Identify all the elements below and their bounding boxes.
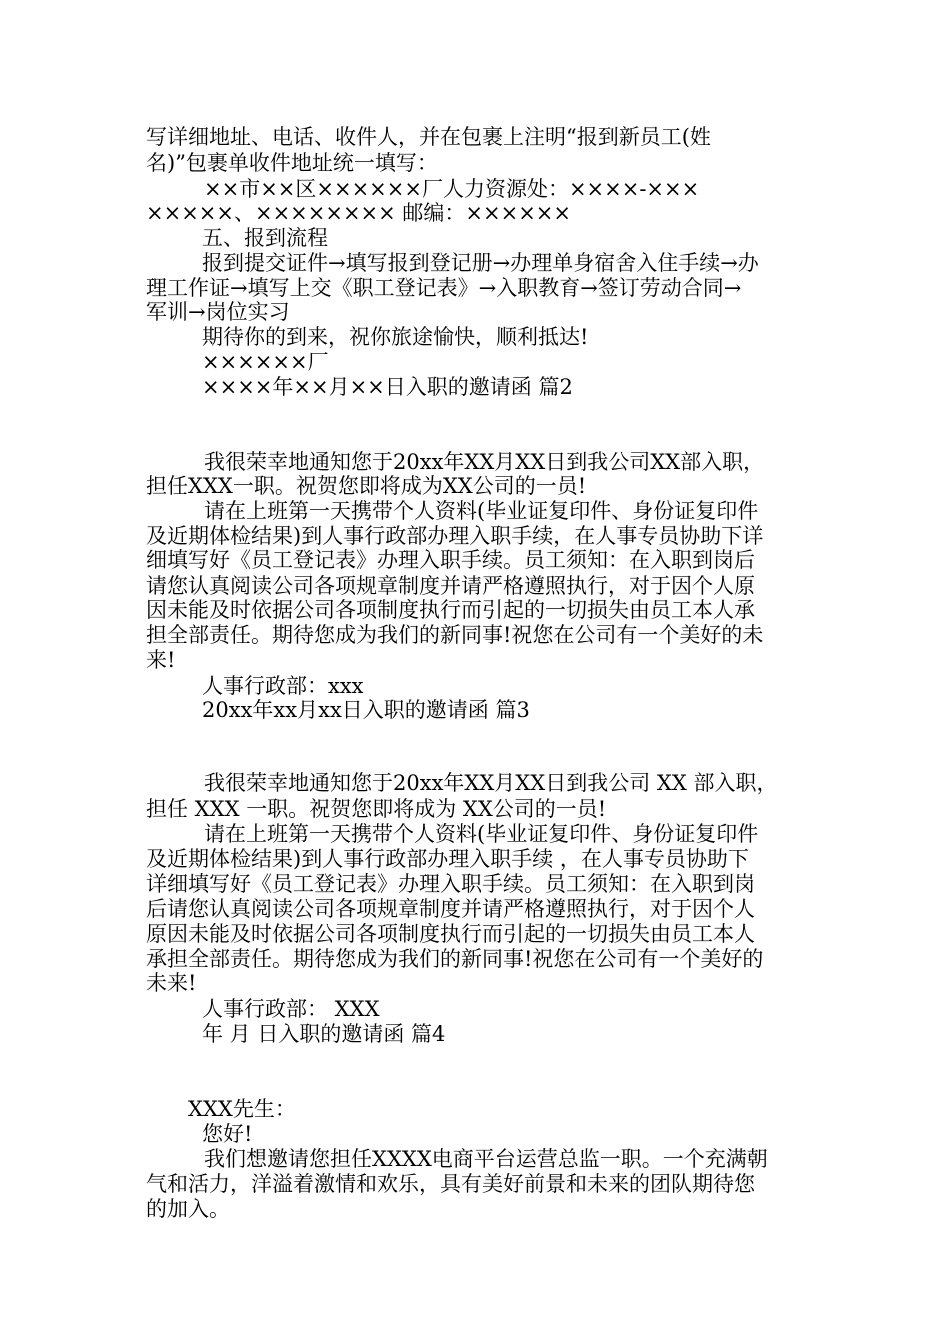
text-line: 的加入。 [146,1197,230,1221]
text-line: 原因未能及时依据公司各项制度执行而引起的一切损失由员工本人 [146,922,755,946]
text-line: 因未能及时依据公司各项制度执行而引起的一切损失由员工本人承 [146,598,755,622]
text-line: 名)”包裹单收件地址统一填写： [146,151,438,175]
date-and-title-line: 20xx年xx月xx日入职的邀请函 篇3 [202,698,530,722]
text-line: 担任 XXX 一职。祝贺您即将成为 XX公司的一员! [146,797,607,821]
greeting: 您好! [202,1122,253,1146]
text-line: 来! [146,648,176,672]
text-line: 详细填写好《员工登记表》办理入职手续。员工须知：在入职到岗 [146,872,755,896]
text-line: ×××××、×××××××× 邮编：×××××× [146,201,571,225]
text-line: 期待你的到来，祝你旅途愉快，顺利抵达! [202,325,589,349]
signature-line: 人事行政部： XXX [202,997,380,1021]
salutation: XXX先生： [188,1097,296,1121]
date-and-title-line: ××××年××月××日入职的邀请函 篇2 [202,375,573,399]
text-line: 请您认真阅读公司各项规章制度并请严格遵照执行，对于因个人原 [146,574,755,598]
date-and-title-line: 年 月 日入职的邀请函 篇4 [202,1022,446,1046]
text-line: 细填写好《员工登记表》办理入职手续。员工须知：在入职到岗后 [146,548,755,572]
signature-line: 人事行政部：xxx [202,674,364,698]
text-line: ××市××区××××××厂人力资源处：××××-××× [204,177,700,201]
text-line: 军训→岗位实习 [146,300,290,324]
text-line: 我们想邀请您担任XXXX电商平台运营总监一职。一个充满朝 [204,1147,768,1171]
signature-line: ××××××厂 [202,350,329,374]
text-line: 及近期体检结果)到人事行政部办理入职手续 ，在人事专员协助下 [146,847,749,871]
text-line: 请在上班第一天携带个人资料(毕业证复印件、身份证复印件 [204,499,759,523]
text-line: 我很荣幸地通知您于20xx年XX月XX日到我公司XX部入职， [204,450,765,474]
text-line: 写详细地址、电话、收件人，并在包裹上注明“报到新员工(姓 [146,125,711,149]
text-line: 气和活力，洋溢着激情和欢乐，具有美好前景和未来的团队期待您 [146,1172,755,1196]
text-line: 我很荣幸地通知您于20xx年XX月XX日到我公司 XX 部入职， [204,771,778,795]
text-line: 请在上班第一天携带个人资料(毕业证复印件、身份证复印件 [204,822,759,846]
text-line: 担全部责任。期待您成为我们的新同事!祝您在公司有一个美好的未 [146,623,764,647]
section-heading: 五、报到流程 [202,226,328,250]
text-line: 承担全部责任。期待您成为我们的新同事!祝您在公司有一个美好的 [146,947,764,971]
text-line: 未来! [146,971,197,995]
text-line: 及近期体检结果)到人事行政部办理入职手续，在人事专员协助下详 [146,524,764,548]
text-line: 报到提交证件→填写报到登记册→办理单身宿舍入住手续→办 [202,251,759,275]
text-line: 后请您认真阅读公司各项规章制度并请严格遵照执行，对于因个人 [146,897,755,921]
text-line: 担任XXX一职。祝贺您即将成为XX公司的一员! [146,474,587,498]
text-line: 理工作证→填写上交《职工登记表》→入职教育→签订劳动合同→ [146,276,742,300]
